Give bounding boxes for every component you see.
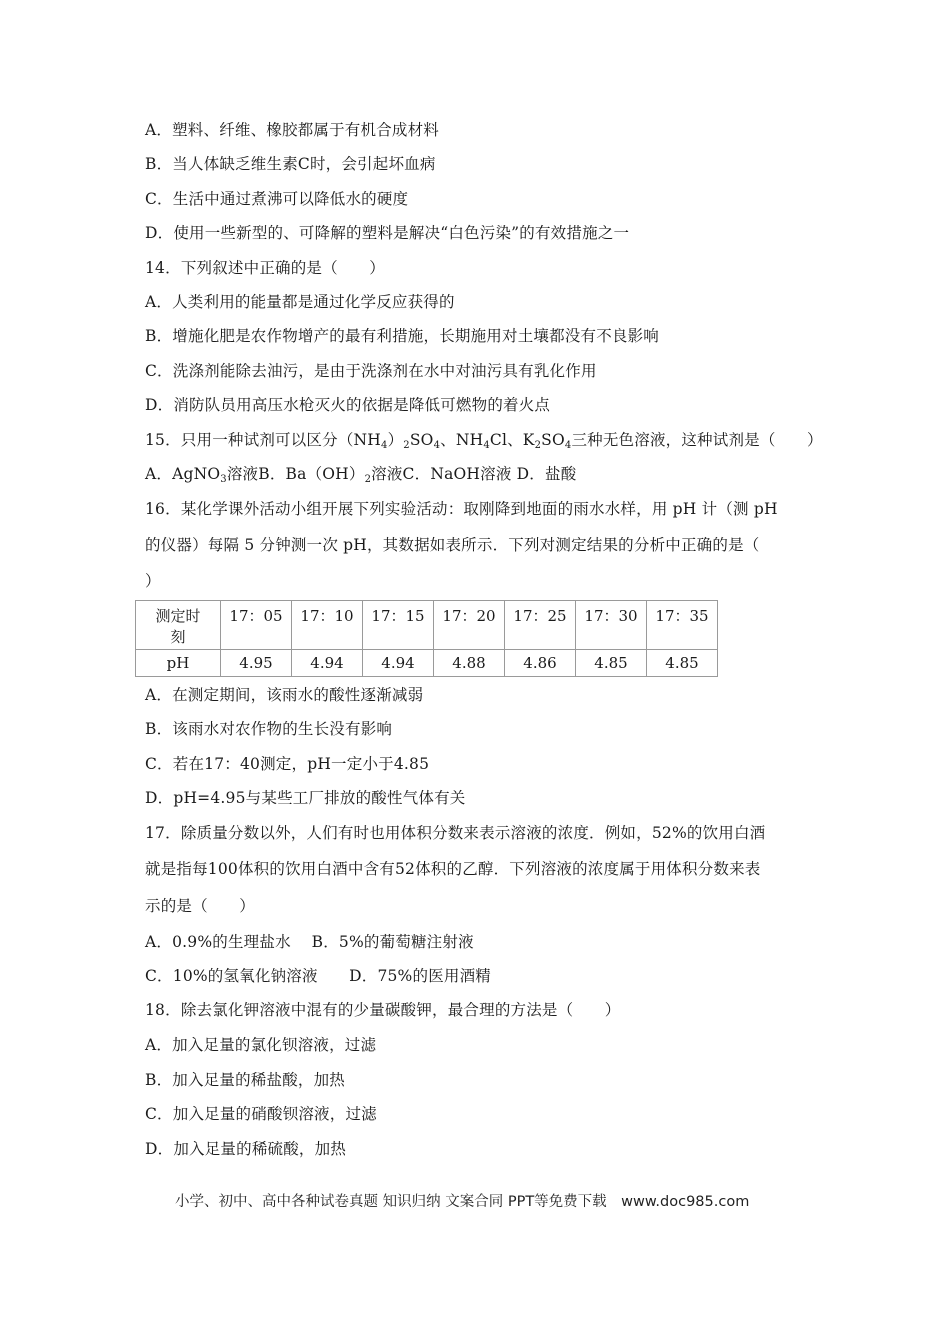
ph-table-value-cell: 4.85	[576, 650, 647, 677]
q18-option-d: D．加入足量的稀硫酸，加热	[145, 1140, 347, 1158]
subscript: 4	[483, 440, 490, 451]
q15-options-text: A．AgNO	[145, 465, 221, 483]
q16-option-a: A．在测定期间，该雨水的酸性逐渐减弱	[145, 686, 424, 704]
header-label-line: 测定时	[155, 607, 201, 625]
q15-options-text: 溶液C．NaOH溶液 D．盐酸	[371, 465, 577, 483]
subscript: 2	[403, 440, 410, 451]
q16-stem-line-3: ）	[145, 572, 161, 590]
q18-option-a: A．加入足量的氯化钡溶液，过滤	[145, 1036, 377, 1054]
subscript: 2	[364, 474, 372, 485]
ph-table-value-cell: 4.94	[363, 650, 434, 677]
q17-options-cd: C．10%的氢氧化钠溶液 D．75%的医用酒精	[145, 967, 491, 985]
q14-option-b: B．增施化肥是农作物增产的最有利措施，长期施用对土壤都没有不良影响	[145, 327, 659, 345]
q15-stem	[145, 430, 823, 450]
q18-option-c: C．加入足量的硝酸钡溶液，过滤	[145, 1105, 377, 1123]
q13-option-c: C．生活中通过煮沸可以降低水的硬度	[145, 190, 409, 208]
ph-table-value-cell: 4.95	[221, 650, 292, 677]
subscript: 2	[534, 440, 542, 451]
ph-table-time-cell: 17：10	[292, 601, 363, 650]
q15-stem-text: SO	[409, 431, 434, 449]
q14-stem: 14．下列叙述中正确的是（ ）	[145, 259, 385, 277]
subscript: 4	[564, 440, 572, 451]
q16-stem-line-1: 16．某化学课外活动小组开展下列实验活动：取刚降到地面的雨水水样，用 pH 计（测 pH	[145, 500, 778, 518]
ph-table-value-row	[136, 650, 718, 677]
ph-table-time-cell: 17：25	[505, 601, 576, 650]
ph-table-time-cell: 17：20	[434, 601, 505, 650]
ph-table-time-cell: 17：15	[363, 601, 434, 650]
q14-option-c: C．洗涤剂能除去油污，是由于洗涤剂在水中对油污具有乳化作用	[145, 362, 597, 380]
ph-table-value-cell: 4.86	[505, 650, 576, 677]
q17-options-ab: A．0.9%的生理盐水 B．5%的葡萄糖注射液	[145, 933, 474, 951]
q18-stem: 18．除去氯化钾溶液中混有的少量碳酸钾，最合理的方法是（ ）	[145, 1001, 621, 1019]
q14-option-d: D．消防队员用高压水枪灭火的依据是降低可燃物的着火点	[145, 396, 551, 414]
page-footer: 小学、初中、高中各种试卷真题 知识归纳 文案合同 PPT等免费下载 www.doc985.com	[175, 1194, 750, 1210]
q17-stem-line-1: 17．除质量分数以外，人们有时也用体积分数来表示溶液的浓度．例如，52%的饮用白酒	[145, 824, 766, 842]
q16-option-b: B．该雨水对农作物的生长没有影响	[145, 720, 393, 738]
q18-option-b: B．加入足量的稀盐酸，加热	[145, 1071, 345, 1089]
ph-table-time-cell: 17：05	[221, 601, 292, 650]
ph-table-time-cell: 17：35	[647, 601, 718, 650]
q16-option-c: C．若在17：40测定，pH一定小于4.85	[145, 755, 430, 773]
q17-stem-line-3: 示的是（ ）	[145, 897, 255, 915]
q15-stem-text: Cl、K	[489, 431, 535, 449]
ph-table-row-label: pH	[136, 650, 221, 677]
q15-stem-text: ）	[387, 431, 404, 449]
ph-table-value-cell: 4.88	[434, 650, 505, 677]
ph-table	[135, 600, 718, 677]
q13-option-b: B．当人体缺乏维生素C时，会引起坏血病	[145, 155, 436, 173]
ph-table-time-cell: 17：30	[576, 601, 647, 650]
subscript: 4	[433, 440, 441, 451]
ph-table-value-cell: 4.85	[647, 650, 718, 677]
q16-stem-line-2: 的仪器）每隔 5 分钟测一次 pH，其数据如表所示．下列对测定结果的分析中正确的是（	[145, 536, 760, 554]
ph-table-value-cell: 4.94	[292, 650, 363, 677]
q14-option-a: A．人类利用的能量都是通过化学反应获得的	[145, 293, 455, 311]
q15-options	[145, 464, 576, 484]
subscript: 3	[220, 474, 227, 485]
q16-option-d: D．pH=4.95与某些工厂排放的酸性气体有关	[145, 789, 466, 807]
header-label-line: 刻	[170, 628, 186, 646]
q15-options-text: 溶液B．Ba（OH）	[226, 465, 365, 483]
q13-option-d: D．使用一些新型的、可降解的塑料是解决“白色污染”的有效措施之一	[145, 224, 630, 242]
q15-stem-text: 、NH	[440, 431, 484, 449]
ph-table-time-row	[136, 601, 718, 650]
q15-stem-text: SO	[541, 431, 565, 449]
subscript: 4	[381, 440, 388, 451]
q15-stem-text: 15．只用一种试剂可以区分（NH	[145, 431, 382, 449]
q13-option-a: A．塑料、纤维、橡胶都属于有机合成材料	[145, 121, 439, 139]
ph-table-header-label	[136, 601, 221, 650]
q17-stem-line-2: 就是指每100体积的饮用白酒中含有52体积的乙醇．下列溶液的浓度属于用体积分数来表	[145, 860, 761, 878]
q15-stem-text: 三种无色溶液，这种试剂是（ ）	[571, 431, 823, 449]
